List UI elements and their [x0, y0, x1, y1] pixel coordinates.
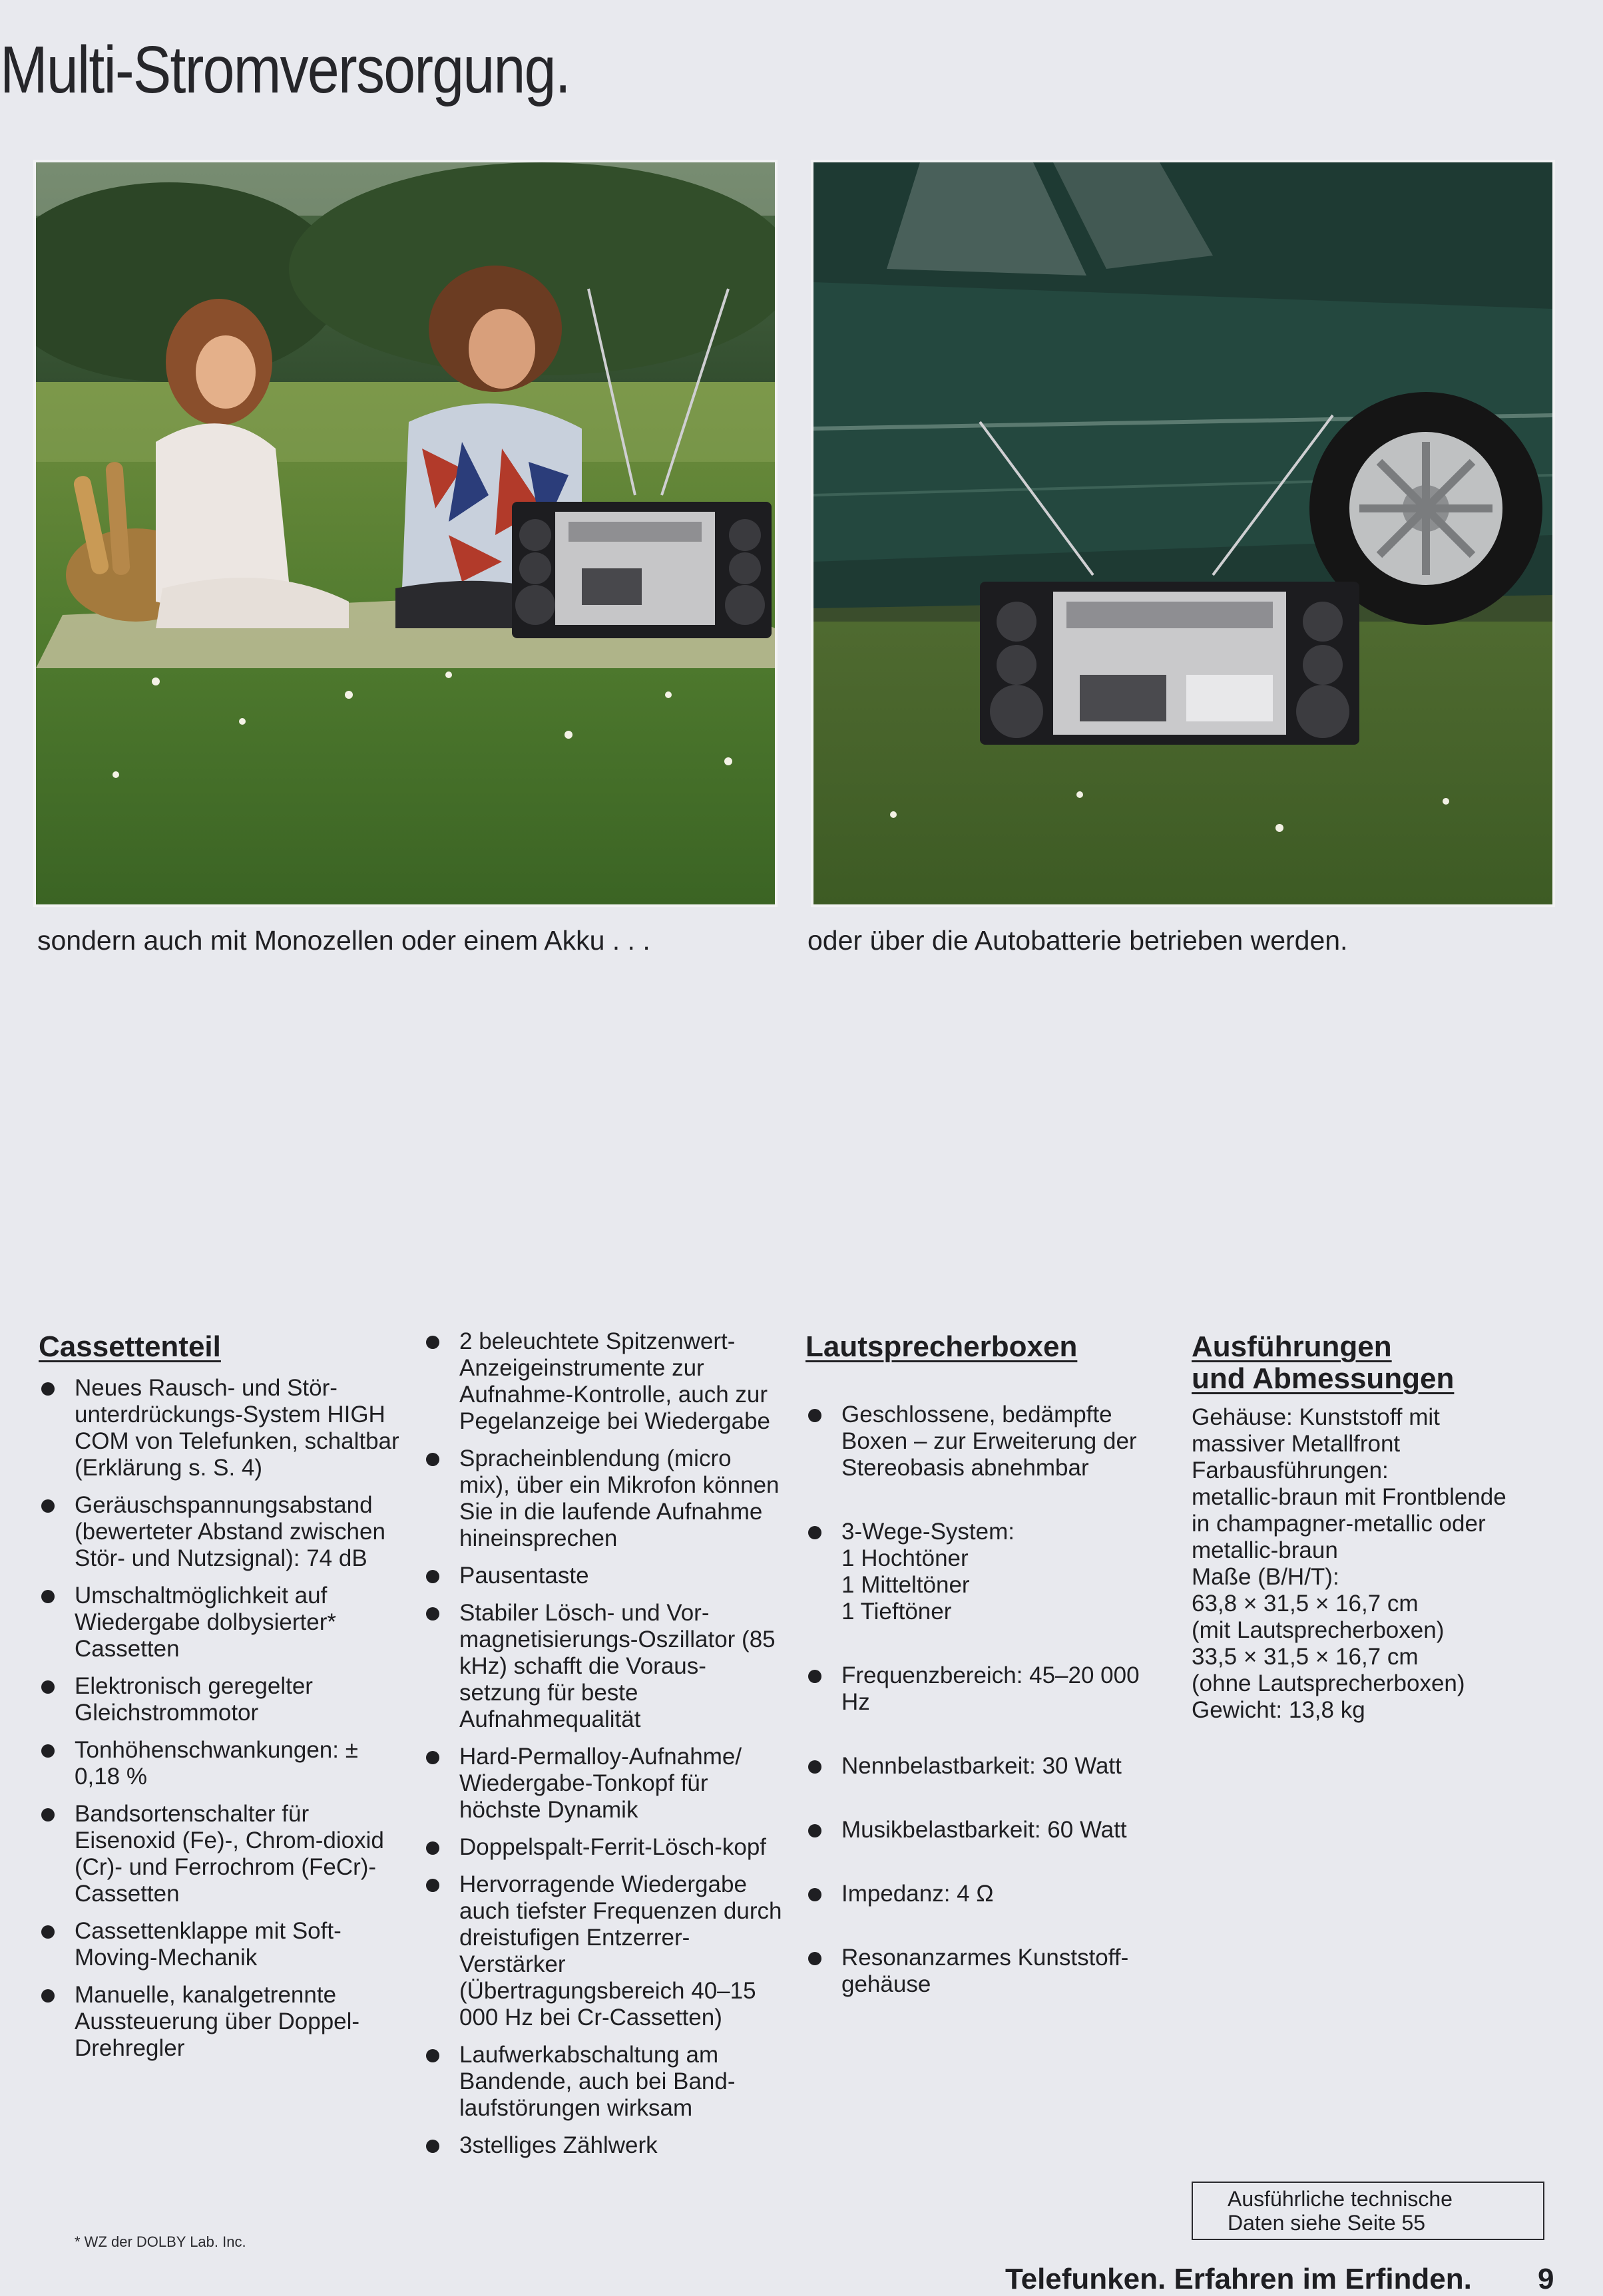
list-item: Frequenzbereich: 45–20 000 Hz — [805, 1662, 1168, 1716]
list-item: Laufwerkabschaltung am Bandende, auch bei Band-laufstörungen wirksam — [423, 2042, 786, 2122]
caption-left: sondern auch mit Monozellen oder einem Akku . . . — [37, 925, 650, 956]
dimensions-line: (mit Lautsprecherboxen) — [1192, 1617, 1445, 1643]
dimensions-line: Gewicht: 13,8 kg — [1192, 1697, 1365, 1723]
dimensions-line: Gehäuse: Kunststoff mit — [1192, 1404, 1440, 1430]
list-item: Cassettenklappe mit Soft-Moving-Mechanik — [39, 1918, 401, 1971]
list-item: Geschlossene, bedämpfte Boxen – zur Erweiterung der Stereobasis abnehmbar — [805, 1402, 1168, 1481]
list-item: Hard-Permalloy-Aufnahme/ Wiedergabe-Tonkopf für höchste Dynamik — [423, 1744, 786, 1823]
list-item: Neues Rausch- und Stör-unterdrückungs-System HIGH COM von Telefunken, schaltbar (Erklärung s. S. 4) — [39, 1375, 401, 1481]
list-item: Spracheinblendung (micro mix), über ein Mikrofon können Sie in die laufende Aufnahme hineinsprechen — [423, 1445, 786, 1552]
brand-slogan: Telefunken. Erfahren im Erfinden. — [1005, 2263, 1472, 2295]
list-item: Stabiler Lösch- und Vor-magnetisierungs-Oszillator (85 kHz) schafft die Voraus-setzung für beste Aufnahmequalität — [423, 1600, 786, 1733]
page-title: Multi-Stromversorgung. — [0, 33, 570, 107]
cassette-heading: Cassettenteil — [39, 1330, 221, 1363]
speakers-section — [805, 1331, 1168, 2035]
list-item: Doppelspalt-Ferrit-Lösch-kopf — [423, 1834, 786, 1861]
dimensions-line: massiver Metallfront — [1192, 1431, 1401, 1457]
photo-car — [811, 160, 1555, 907]
reference-line2: Daten siehe Seite 55 — [1228, 2211, 1426, 2235]
cassette-continued-section — [423, 1328, 786, 2170]
dimensions-line: metallic-braun — [1192, 1537, 1338, 1563]
speakers-list — [805, 1375, 1168, 2035]
list-item: Umschaltmöglichkeit auf Wiedergabe dolbysierter* Cassetten — [39, 1583, 401, 1662]
list-item: 2 beleuchtete Spitzenwert-Anzeigeinstrumente zur Aufnahme-Kontrolle, auch zur Pegelanzeige bei Wiedergabe — [423, 1328, 786, 1435]
dimensions-line: Farbausführungen: — [1192, 1457, 1389, 1483]
list-item: 3stelliges Zählwerk — [423, 2132, 786, 2159]
dimensions-line: Maße (B/H/T): — [1192, 1564, 1339, 1590]
list-item: Bandsortenschalter für Eisenoxid (Fe)-, Chrom-dioxid (Cr)- und Ferrochrom (FeCr)-Cassetten — [39, 1801, 401, 1907]
list-item: Hervorragende Wiedergabe auch tiefster Frequenzen durch dreistufigen Entzerrer-Verstärker (Übertragungsbereich 40–15 000 Hz bei Cr-Cassetten) — [423, 1871, 786, 2031]
cassette-list — [39, 1375, 401, 2062]
list-item: Musikbelastbarkeit: 60 Watt — [805, 1817, 1168, 1843]
dimensions-line: 33,5 × 31,5 × 16,7 cm — [1192, 1644, 1419, 1670]
list-item: Elektronisch geregelter Gleichstrommotor — [39, 1673, 401, 1726]
list-item: Tonhöhenschwankungen: ± 0,18 % — [39, 1737, 401, 1790]
reference-box — [1192, 2182, 1544, 2240]
dimensions-line: 63,8 × 31,5 × 16,7 cm — [1192, 1591, 1419, 1617]
reference-line1: Ausführliche technische — [1228, 2187, 1453, 2211]
list-item: Nennbelastbarkeit: 30 Watt — [805, 1753, 1168, 1780]
cassette-section — [39, 1331, 401, 2072]
dimensions-heading-line1: Ausführungen — [1192, 1330, 1392, 1363]
list-item: Impedanz: 4 Ω — [805, 1881, 1168, 1907]
cassette-continued-list — [423, 1328, 786, 2159]
list-item: Manuelle, kanalgetrennte Aussteuerung über Doppel-Drehregler — [39, 1982, 401, 2062]
dimensions-line: in champagner-metallic oder — [1192, 1511, 1486, 1537]
caption-right: oder über die Autobatterie betrieben werden. — [807, 925, 1348, 956]
dimensions-line: (ohne Lautsprecherboxen) — [1192, 1670, 1465, 1696]
dimensions-heading — [1192, 1331, 1564, 1395]
list-item: 3-Wege-System: 1 Hochtöner 1 Mitteltöner 1 Tieftöner — [805, 1519, 1168, 1625]
page-number: 9 — [1538, 2263, 1554, 2295]
speakers-heading: Lautsprecherboxen — [805, 1330, 1078, 1363]
list-item: Pausentaste — [423, 1563, 786, 1589]
photo-picnic — [33, 160, 778, 907]
list-item: Resonanzarmes Kunststoff-gehäuse — [805, 1945, 1168, 1998]
dimensions-line: metallic-braun mit Frontblende — [1192, 1484, 1506, 1510]
dimensions-heading-line2: und Abmessungen — [1192, 1362, 1455, 1395]
list-item: Geräuschspannungsabstand (bewerteter Abstand zwischen Stör- und Nutzsignal): 74 dB — [39, 1492, 401, 1572]
footnote: * WZ der DOLBY Lab. Inc. — [75, 2233, 246, 2250]
dimensions-section — [1192, 1331, 1564, 1724]
